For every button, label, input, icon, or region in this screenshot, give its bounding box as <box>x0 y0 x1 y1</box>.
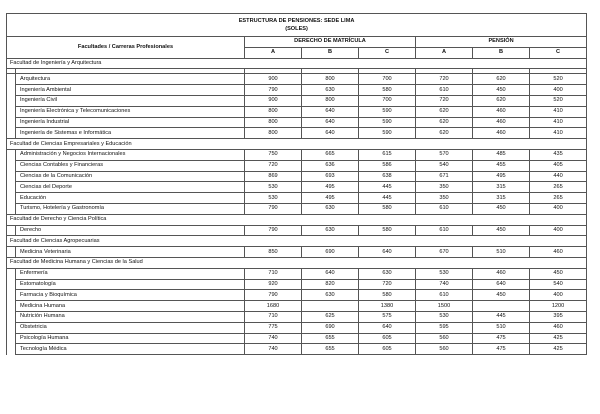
enrollment-value: 710 <box>245 268 302 279</box>
faculty-name: Facultad de Ciencias Empresariales y Educación <box>7 139 587 150</box>
pension-value: 455 <box>473 160 530 171</box>
pension-value: 400 <box>530 203 587 214</box>
enrollment-value: 495 <box>302 193 359 204</box>
pension-value: 530 <box>416 311 473 322</box>
pension-value: 540 <box>530 279 587 290</box>
career-name: Turismo, Hotelería y Gastronomía <box>16 203 245 214</box>
faculty-row <box>7 257 587 268</box>
career-row <box>7 333 587 344</box>
enrollment-value: 580 <box>359 203 416 214</box>
enrollment-value: 580 <box>359 225 416 236</box>
pension-value: 671 <box>416 171 473 182</box>
career-row <box>7 203 587 214</box>
career-row <box>7 85 587 96</box>
career-name: Derecho <box>16 225 245 236</box>
enrollment-value: 790 <box>245 85 302 96</box>
enrollment-value: 720 <box>359 279 416 290</box>
indent-cell <box>7 182 16 193</box>
enrollment-value: 775 <box>245 322 302 333</box>
career-row <box>7 74 587 85</box>
indent-cell <box>7 128 16 139</box>
enrollment-value: 495 <box>302 182 359 193</box>
indent-cell <box>7 268 16 279</box>
pension-value: 610 <box>416 203 473 214</box>
pension-value: 450 <box>473 290 530 301</box>
pension-value: 1200 <box>530 301 587 312</box>
career-row <box>7 225 587 236</box>
subcol-header-a: A <box>245 47 302 58</box>
enrollment-value: 800 <box>302 74 359 85</box>
indent-cell <box>7 171 16 182</box>
pension-value: 460 <box>530 247 587 258</box>
pension-value: 610 <box>416 85 473 96</box>
indent-cell <box>7 203 16 214</box>
pension-value: 400 <box>530 225 587 236</box>
enrollment-value <box>302 301 359 312</box>
enrollment-header: DERECHO DE MATRÍCULA <box>245 37 416 48</box>
enrollment-value: 700 <box>359 74 416 85</box>
career-name: Estomatología <box>16 279 245 290</box>
indent-cell <box>7 279 16 290</box>
enrollment-value: 580 <box>359 290 416 301</box>
pension-value: 445 <box>473 311 530 322</box>
career-row <box>7 322 587 333</box>
subcol-header-b: B <box>302 47 359 58</box>
pension-value: 620 <box>416 128 473 139</box>
enrollment-value: 693 <box>302 171 359 182</box>
pension-value: 475 <box>473 333 530 344</box>
pension-value: 425 <box>530 333 587 344</box>
enrollment-value: 720 <box>245 160 302 171</box>
pension-value: 435 <box>530 149 587 160</box>
career-row <box>7 247 587 258</box>
indent-cell <box>7 344 16 355</box>
pension-value: 640 <box>473 279 530 290</box>
career-row <box>7 279 587 290</box>
pension-value: 720 <box>416 74 473 85</box>
pension-value: 315 <box>473 182 530 193</box>
career-row <box>7 117 587 128</box>
indent-cell <box>7 322 16 333</box>
pension-value: 450 <box>530 268 587 279</box>
pension-value: 595 <box>416 322 473 333</box>
faculty-row <box>7 58 587 69</box>
career-name: Enfermería <box>16 268 245 279</box>
pension-value: 400 <box>530 290 587 301</box>
career-name: Ingeniería Ambiental <box>16 85 245 96</box>
pension-value: 620 <box>473 74 530 85</box>
career-name: Ciencias del Deporte <box>16 182 245 193</box>
enrollment-value: 630 <box>302 290 359 301</box>
career-row <box>7 106 587 117</box>
pension-value: 460 <box>473 106 530 117</box>
enrollment-value: 640 <box>302 268 359 279</box>
career-name: Ingeniería Industrial <box>16 117 245 128</box>
pension-value: 450 <box>473 203 530 214</box>
pension-value: 475 <box>473 344 530 355</box>
pension-table <box>6 13 587 355</box>
enrollment-value: 636 <box>302 160 359 171</box>
career-name: Administración y Negocios Internacionales <box>16 149 245 160</box>
pension-value: 620 <box>416 117 473 128</box>
indent-cell <box>7 106 16 117</box>
pension-value: 570 <box>416 149 473 160</box>
pension-value: 720 <box>416 95 473 106</box>
indent-cell <box>7 160 16 171</box>
enrollment-value: 638 <box>359 171 416 182</box>
pension-value: 460 <box>530 322 587 333</box>
enrollment-value: 605 <box>359 344 416 355</box>
enrollment-value: 640 <box>359 322 416 333</box>
pension-value: 485 <box>473 149 530 160</box>
enrollment-value: 445 <box>359 182 416 193</box>
enrollment-value: 900 <box>245 74 302 85</box>
enrollment-value: 790 <box>245 203 302 214</box>
enrollment-value: 750 <box>245 149 302 160</box>
career-row <box>7 193 587 204</box>
faculty-name: Facultad de Derecho y Ciencia Política <box>7 214 587 225</box>
pension-value: 510 <box>473 247 530 258</box>
career-name: Educación <box>16 193 245 204</box>
enrollment-value: 850 <box>245 247 302 258</box>
pension-value: 560 <box>416 333 473 344</box>
career-row <box>7 182 587 193</box>
career-row <box>7 311 587 322</box>
enrollment-value: 630 <box>302 85 359 96</box>
career-row <box>7 344 587 355</box>
pension-value: 520 <box>530 95 587 106</box>
enrollment-value: 665 <box>302 149 359 160</box>
career-name: Nutrición Humana <box>16 311 245 322</box>
pension-value: 520 <box>530 74 587 85</box>
enrollment-value: 740 <box>245 333 302 344</box>
career-row <box>7 160 587 171</box>
career-row <box>7 128 587 139</box>
indent-cell <box>7 311 16 322</box>
enrollment-value: 690 <box>302 247 359 258</box>
pension-value: 350 <box>416 182 473 193</box>
career-name: Ingeniería Electrónica y Telecomunicaciones <box>16 106 245 117</box>
indent-cell <box>7 74 16 85</box>
pension-value: 610 <box>416 225 473 236</box>
indent-cell <box>7 117 16 128</box>
enrollment-value: 590 <box>359 106 416 117</box>
enrollment-value: 445 <box>359 193 416 204</box>
faculty-row <box>7 214 587 225</box>
enrollment-value: 920 <box>245 279 302 290</box>
pension-value: 460 <box>473 117 530 128</box>
enrollment-value: 800 <box>245 106 302 117</box>
enrollment-value: 630 <box>359 268 416 279</box>
career-name: Ciencias de la Comunicación <box>16 171 245 182</box>
career-row <box>7 290 587 301</box>
enrollment-value: 575 <box>359 311 416 322</box>
pension-value: 405 <box>530 160 587 171</box>
faculty-name: Facultad de Medicina Humana y Ciencias de la Salud <box>7 257 587 268</box>
indent-cell <box>7 301 16 312</box>
pension-value: 410 <box>530 117 587 128</box>
enrollment-value: 700 <box>359 95 416 106</box>
indent-cell <box>7 149 16 160</box>
indent-cell <box>7 247 16 258</box>
pension-value: 440 <box>530 171 587 182</box>
indent-cell <box>7 193 16 204</box>
indent-cell <box>7 290 16 301</box>
enrollment-value: 580 <box>359 85 416 96</box>
pension-value: 410 <box>530 106 587 117</box>
pension-value: 670 <box>416 247 473 258</box>
indent-cell <box>7 85 16 96</box>
enrollment-value: 900 <box>245 95 302 106</box>
indent-cell <box>7 333 16 344</box>
indent-cell <box>7 95 16 106</box>
subcol-header-b: B <box>473 47 530 58</box>
enrollment-value: 586 <box>359 160 416 171</box>
enrollment-value: 640 <box>302 117 359 128</box>
subcol-header-c: C <box>530 47 587 58</box>
career-row <box>7 149 587 160</box>
enrollment-value: 590 <box>359 128 416 139</box>
pension-value: 540 <box>416 160 473 171</box>
pension-value: 620 <box>416 106 473 117</box>
enrollment-value: 640 <box>302 128 359 139</box>
career-name: Psicología Humana <box>16 333 245 344</box>
pension-value: 410 <box>530 128 587 139</box>
career-name: Medicina Humana <box>16 301 245 312</box>
enrollment-value: 790 <box>245 290 302 301</box>
pension-value <box>473 301 530 312</box>
career-name: Ciencias Contables y Financieras <box>16 160 245 171</box>
enrollment-value: 655 <box>302 333 359 344</box>
table-title <box>7 14 587 37</box>
faculty-name: Facultad de Ingeniería y Arquitectura <box>7 58 587 69</box>
enrollment-value: 640 <box>302 106 359 117</box>
pension-value: 560 <box>416 344 473 355</box>
pension-value: 350 <box>416 193 473 204</box>
subcol-header-a: A <box>416 47 473 58</box>
pension-value: 620 <box>473 95 530 106</box>
career-name: Farmacia y Bioquímica <box>16 290 245 301</box>
enrollment-value: 615 <box>359 149 416 160</box>
career-row <box>7 268 587 279</box>
career-row <box>7 171 587 182</box>
enrollment-value: 590 <box>359 117 416 128</box>
pension-value: 315 <box>473 193 530 204</box>
pension-value: 610 <box>416 290 473 301</box>
pension-value: 425 <box>530 344 587 355</box>
career-row <box>7 301 587 312</box>
enrollment-value: 790 <box>245 225 302 236</box>
pension-value: 510 <box>473 322 530 333</box>
career-name: Obstetricia <box>16 322 245 333</box>
career-name: Ingeniería de Sistemas e Informática <box>16 128 245 139</box>
enrollment-value: 1680 <box>245 301 302 312</box>
career-name: Tecnología Médica <box>16 344 245 355</box>
career-name: Medicina Veterinaria <box>16 247 245 258</box>
enrollment-value: 820 <box>302 279 359 290</box>
table-body <box>7 58 587 355</box>
faculty-name: Facultad de Ciencias Agropecuarias <box>7 236 587 247</box>
pension-value: 400 <box>530 85 587 96</box>
faculties-header: Facultades / Carreras Profesionales <box>7 37 245 59</box>
enrollment-value: 800 <box>245 128 302 139</box>
pension-value: 460 <box>473 128 530 139</box>
enrollment-value: 530 <box>245 182 302 193</box>
enrollment-value: 530 <box>245 193 302 204</box>
pension-value: 495 <box>473 171 530 182</box>
enrollment-value: 800 <box>245 117 302 128</box>
enrollment-value: 690 <box>302 322 359 333</box>
indent-cell <box>7 225 16 236</box>
enrollment-value: 710 <box>245 311 302 322</box>
faculty-row <box>7 139 587 150</box>
pension-value: 450 <box>473 85 530 96</box>
pension-header: PENSIÓN <box>416 37 587 48</box>
career-name: Ingeniería Civil <box>16 95 245 106</box>
pension-value: 450 <box>473 225 530 236</box>
career-row <box>7 95 587 106</box>
faculty-row <box>7 236 587 247</box>
enrollment-value: 630 <box>302 225 359 236</box>
pension-value: 265 <box>530 193 587 204</box>
pension-value: 1500 <box>416 301 473 312</box>
enrollment-value: 1380 <box>359 301 416 312</box>
title-line-2: (SOLES) <box>285 26 308 32</box>
pension-value: 265 <box>530 182 587 193</box>
enrollment-value: 655 <box>302 344 359 355</box>
enrollment-value: 800 <box>302 95 359 106</box>
subcol-header-c: C <box>359 47 416 58</box>
enrollment-value: 605 <box>359 333 416 344</box>
career-name: Arquitectura <box>16 74 245 85</box>
enrollment-value: 625 <box>302 311 359 322</box>
pension-value: 740 <box>416 279 473 290</box>
enrollment-value: 630 <box>302 203 359 214</box>
pension-value: 460 <box>473 268 530 279</box>
enrollment-value: 869 <box>245 171 302 182</box>
enrollment-value: 740 <box>245 344 302 355</box>
pension-value: 530 <box>416 268 473 279</box>
pension-value: 395 <box>530 311 587 322</box>
title-line-1: ESTRUCTURA DE PENSIONES: SEDE LIMA <box>238 18 355 24</box>
enrollment-value: 640 <box>359 247 416 258</box>
